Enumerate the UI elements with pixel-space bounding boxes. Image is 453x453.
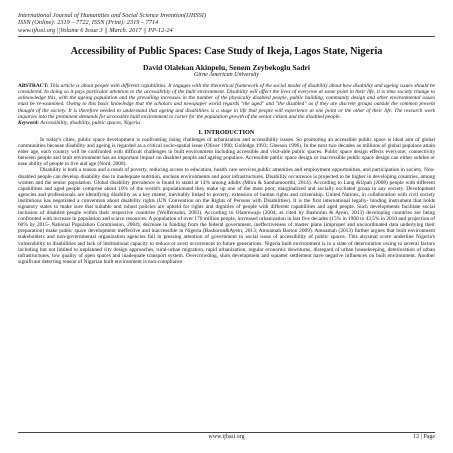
journal-issn: ISSN (Online): 2319 – 7722, ISSN (Print): 2319 – 7714 [18, 19, 159, 27]
section-heading: I. INTRODUCTION [198, 129, 255, 137]
paragraph: In today's cities, public space development is confronting rising challenges of urbanization and accessibility issues. So promoting an accessible public space is ideal aim of global communities because disability and ageing is regarded as a critical socio-spatial issue (Oliver 1990; Golledge 1993; Gleeson 1996). In the next two decades as millions of global populace attain elder age, each country will be confronted with difficult challenges in built environment including accessible and visit-able public spaces. Public space design effects everyone; connectivity between people and built environment has an important impact on disabled people and ageing populace. Accessible public space design or inaccessible public space design can either subdue or ease ability of people to live and age (Nord, 2008). [18, 136, 435, 168]
journal-issue: www.ijhssi.org ||Volume 6 Issue 3 || March. 2017 || PP-12-24 [18, 26, 173, 34]
body-text [18, 137, 435, 265]
footer-url: www.ijhssi.org [208, 434, 245, 440]
keywords-label: Keyword: [18, 120, 40, 127]
paper-page [18, 12, 435, 265]
paragraph: Disability is both a reason and a result of poverty, reducing access to education, health care services,public amenities and employment opportunities, and participation in society. Non-disabled people can develop disability due to inadequate nutrition, unclean environments and poor infrastructures. Disability occurrence is projected to be higher in developing countries, among women and the senior population. Global disability prevalence is found to stand at 14% among adults (Mitra & Sambamoorthi, 2014). According to Lang &Upah (2008) people with different capabilities and aged people comprise about 10% of the world's populationand they make up one of the most poor, marginalized and socially excluded group in any society. Development agencies and professionals are identifying disability as a key matter, inevitably linked to poverty, extension of human rights and citizenship. United Nations, in collaboration with civil society institutions has negotiated a convention about disability rights (UN Convention on the Rights of Persons with Disabilities). It is the first international legally- binding instrument that holds signatory states to make sure that suitable and robust policies are upheld for rights and dignities of people with different capabilities and aged people. Such developments facilitate social inclusion of disabled people within their respective countries (Wolfensohn, 2003). According to Olanrewaju (2004, as cited by Bashorun & Ayeni, 2013) developing countries are being confronted with increase in population and scarce resources. A population of over 170 million people, increased urbanization in last five decades (15% in 1960 to 43.5% in 2010 and projection of 60% by 2015- National Population Commission, 2004), decrease in funding from the federal government, ineffectiveness of master plans (improper and uncoordinated data underlying their preparation) make public space development ineffective and inaccessible in Nigeria (Bashorun&Ayeni, 2013; Amoamah Barton 2009). Amoamah (2013) further argues that built environment stakeholders and non-governmental organization agencies fail in pressing attention of government to social issue of accessibility of public spaces. This abysmal score underline Nigeria's vulnerability to disabilities and lack of institutional capacity to reduce or avert occurrences to future generations. Nigeria built environment is in a state of deterioration owing to several factors including but not limited to unplanned city design approaches, rural-urban migration, rapid urbanization, regular economic downturns, disregard of urban housekeeping, deterioration of urban infrastructures, low quality of open spaces and inadequate transport system. Overcrowding, slum development and squatter settlement have negative influences on built environment. Another significant deterring reason of Nigerian built environment is non-compliance [18, 167, 435, 265]
paper-title: Accessibility of Public Spaces: Case Study of Ikeja, Lagos State, Nigeria [70, 46, 383, 58]
paper-authors: David Olalekan Akinpelu, Senem Zeybekoglu Sadri [142, 62, 311, 72]
header-divider [18, 36, 435, 37]
abstract [18, 83, 435, 121]
abstract-text: This article is about people with different capabilities. It engages with the theoretical framework of the social model of disability about how disability and ageing issues should be considered. In doing so it pays particular attention to the accessibility of the built environment. Disability will affect the lives of everyone at some point in their life, it is time society change to acknowledge this, with the ageing population and the prevailing increases in the number of the physically disabled people, public building, community design and other environmental issues must be re-examined. Owing to this basic knowledge that the scholars and newspaper world regards "the aged" and "the disabled" as if they are discrete groups outside the common present thought of the society. It is therefore needed to understand that ageing and disabilities is a stage in life that people will experience at one point or the other of their life. The research work inquiries into the prominent demands for accessible built environment to carter for the population growth of the senior citizen and the disabled people. [18, 82, 435, 120]
journal-name: International Journal of Humanities and Social Science Invention(IJHSSI) [18, 12, 206, 19]
keywords-text: Accessibility, disability, public spaces, Nigeria [40, 120, 140, 127]
keywords [18, 120, 435, 126]
page-footer [18, 432, 435, 442]
abstract-label: ABSTRACT: [18, 82, 49, 89]
author-affiliation: Girne American University [193, 71, 260, 78]
page-number: 12 | Page [413, 434, 435, 440]
